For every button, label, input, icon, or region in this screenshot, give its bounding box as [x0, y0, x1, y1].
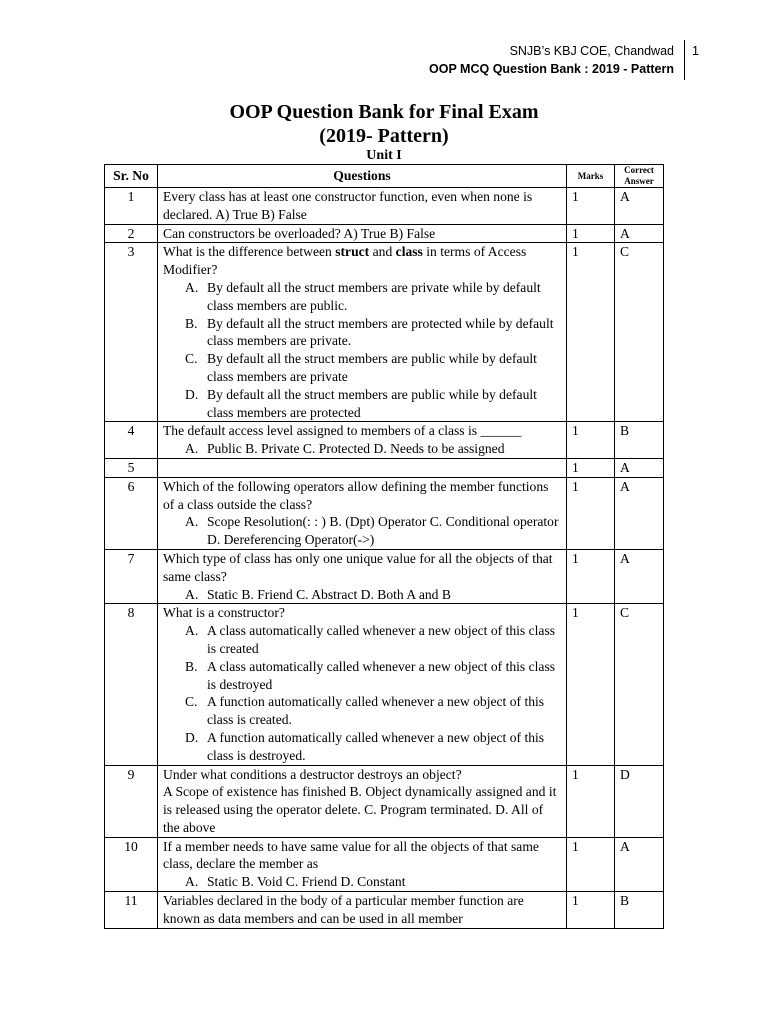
- row-question: [158, 458, 567, 477]
- row-question: [158, 837, 567, 891]
- title-line-2: (2019- Pattern): [319, 125, 449, 147]
- question-text: Which type of class has only one unique value for all the objects of that same class?: [163, 550, 553, 584]
- question-table: [104, 164, 664, 929]
- row-answer: B: [615, 422, 664, 459]
- row-answer: A: [615, 549, 664, 603]
- question-options-text: A Scope of existence has finished B. Object dynamically assigned and it is released using the operator delete. C. Program terminated. D. All of the above: [163, 784, 557, 835]
- row-sr: 11: [105, 892, 158, 929]
- option: D. A function automatically called whenever a new object of this class is destroyed.: [185, 729, 545, 763]
- table-header-row: [105, 165, 664, 188]
- table-row: [105, 458, 664, 477]
- table-row: [105, 892, 664, 929]
- option: A. By default all the struct members are private while by default class members are public.: [185, 279, 541, 313]
- row-sr: 1: [105, 188, 158, 225]
- row-marks: 1: [567, 837, 615, 891]
- row-answer: A: [615, 458, 664, 477]
- option: B. A class automatically called whenever a new object of this class is destroyed: [185, 658, 556, 692]
- row-marks: 1: [567, 892, 615, 929]
- question-text: If a member needs to have same value for all the objects of that same class, declare the member as: [163, 838, 539, 872]
- row-marks: 1: [567, 604, 615, 765]
- row-question: Can constructors be overloaded? A) True B) False: [158, 224, 567, 243]
- question-text: Which of the following operators allow defining the member functions of a class outside the class?: [163, 478, 549, 512]
- option: A. A class automatically called whenever a new object of this class is created: [185, 623, 556, 656]
- row-question: Every class has at least one constructor function, even when none is declared. A) True B) False: [158, 188, 567, 225]
- row-marks: 1: [567, 765, 615, 837]
- header-marks: Marks: [567, 165, 615, 188]
- row-question: [158, 477, 567, 549]
- row-answer: B: [615, 892, 664, 929]
- row-sr: 8: [105, 604, 158, 765]
- option: C. By default all the struct members are public while by default class members are private: [185, 351, 537, 384]
- row-answer: A: [615, 224, 664, 243]
- row-marks: 1: [567, 224, 615, 243]
- option: C. A function automatically called whenever a new object of this class is created.: [185, 694, 545, 728]
- row-marks: 1: [567, 422, 615, 459]
- row-sr: 7: [105, 549, 158, 603]
- option: A. Static B. Friend C. Abstract D. Both A and B: [185, 586, 451, 602]
- row-answer: C: [615, 604, 664, 765]
- page-number: 1: [692, 44, 699, 58]
- question-text: Under what conditions a destructor destroys an object?: [163, 766, 462, 782]
- row-marks: 1: [567, 188, 615, 225]
- option: A. Scope Resolution(: : ) B. (Dpt) Operator C. Conditional operator D. Dereferencing Operator(->): [185, 514, 559, 548]
- title-line-1: OOP Question Bank for Final Exam: [229, 101, 539, 123]
- header-institution: SNJB’s KBJ COE, Chandwad: [509, 44, 674, 58]
- row-question: Variables declared in the body of a particular member function are known as data members and can be used in all member: [158, 892, 567, 929]
- header-questions: Questions: [158, 165, 567, 188]
- header-divider: [684, 40, 685, 80]
- table-row: [105, 477, 664, 549]
- row-question: [158, 422, 567, 459]
- row-question: [158, 549, 567, 603]
- table-row: [105, 549, 664, 603]
- unit-heading: Unit I: [366, 148, 402, 163]
- table-row: [105, 224, 664, 243]
- option: A. Public B. Private C. Protected D. Needs to be assigned: [185, 441, 505, 457]
- row-sr: 5: [105, 458, 158, 477]
- page-header: [429, 42, 682, 78]
- row-sr: 9: [105, 765, 158, 837]
- row-question: [158, 765, 567, 837]
- table-row: [105, 243, 664, 422]
- row-answer: A: [615, 477, 664, 549]
- row-sr: 3: [105, 243, 158, 422]
- row-sr: 2: [105, 224, 158, 243]
- row-sr: 10: [105, 837, 158, 891]
- row-answer: C: [615, 243, 664, 422]
- table-row: [105, 765, 664, 837]
- question-text: The default access level assigned to members of a class is ______: [163, 423, 522, 439]
- row-answer: A: [615, 188, 664, 225]
- row-question: [158, 604, 567, 765]
- row-question: [158, 243, 567, 422]
- table-row: [105, 422, 664, 459]
- option: B. By default all the struct members are protected while by default class members are private.: [185, 315, 554, 349]
- row-marks: 1: [567, 243, 615, 422]
- table-row: [105, 188, 664, 225]
- table-row: [105, 604, 664, 765]
- header-subtitle: OOP MCQ Question Bank : 2019 - Pattern: [429, 62, 674, 76]
- row-answer: A: [615, 837, 664, 891]
- row-sr: 6: [105, 477, 158, 549]
- document-title: [0, 100, 768, 148]
- header-sr-no: Sr. No: [105, 165, 158, 188]
- option: A. Static B. Void C. Friend D. Constant: [185, 874, 406, 890]
- option: D. By default all the struct members are public while by default class members are protected: [185, 386, 537, 420]
- question-text: What is the difference between struct and class in terms of Access Modifier?: [163, 244, 527, 278]
- row-marks: 1: [567, 458, 615, 477]
- question-text: What is a constructor?: [163, 605, 285, 621]
- row-marks: 1: [567, 549, 615, 603]
- table-row: [105, 837, 664, 891]
- row-answer: D: [615, 765, 664, 837]
- row-marks: 1: [567, 477, 615, 549]
- row-sr: 4: [105, 422, 158, 459]
- header-correct-answer: Correct Answer: [615, 165, 664, 188]
